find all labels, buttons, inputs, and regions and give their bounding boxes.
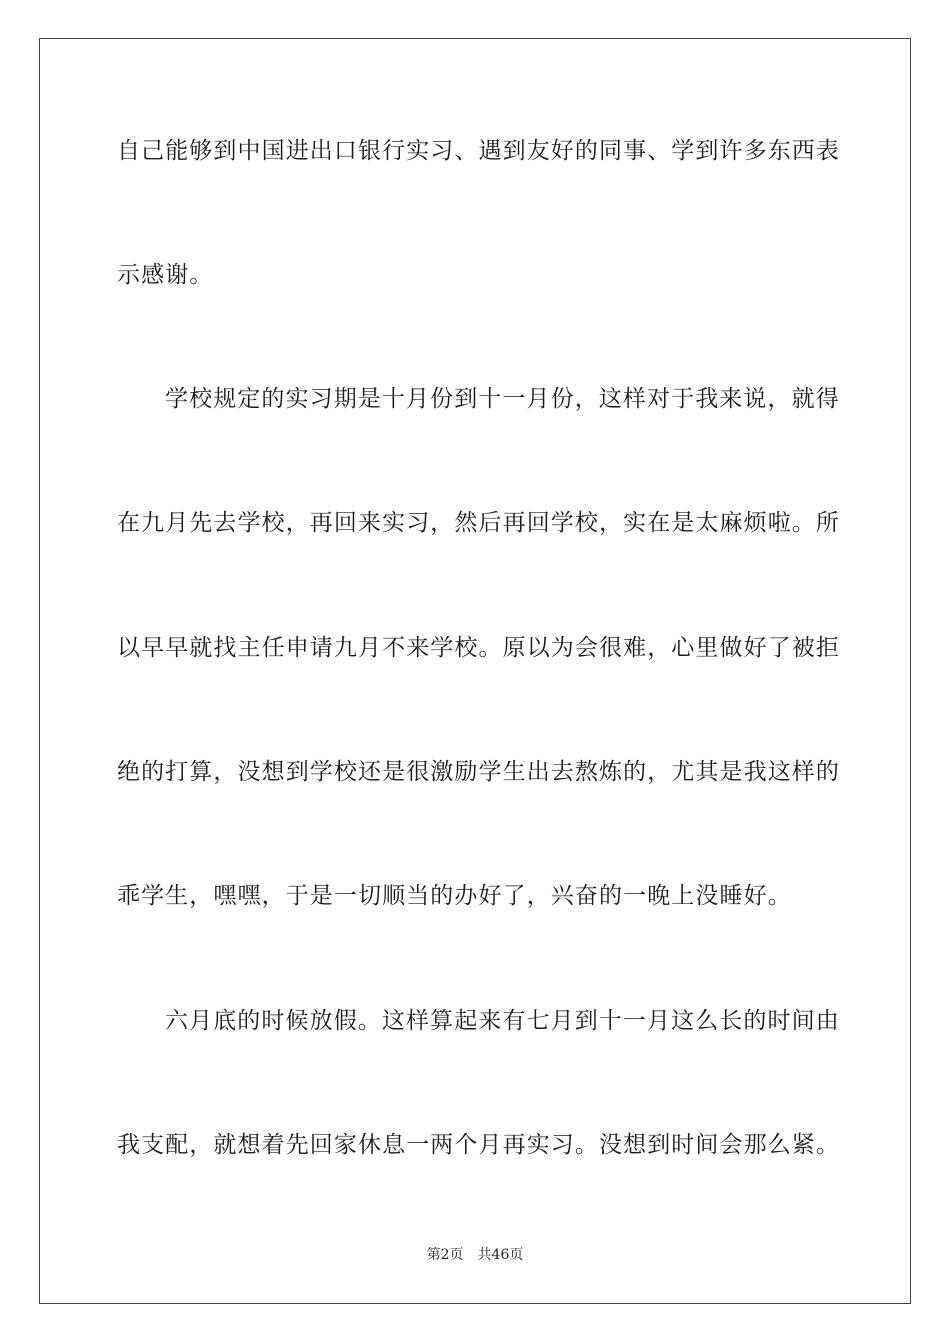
paragraph-start-line: 学校规定的实习期是十月份到十一月份，这样对于我来说，就得 [165,386,840,412]
page-total: 共46页 [477,1247,524,1263]
page-number: 第2页 [426,1247,464,1263]
page-border [39,38,911,1304]
paragraph-start-line: 六月底的时候放假。这样算起来有七月到十一月这么长的时间由 [165,1008,840,1034]
text-line: 示感谢。 [117,262,214,288]
text-line: 在九月先去学校，再回来实习，然后再回学校，实在是太麻烦啦。所 [117,510,840,536]
text-line: 绝的打算，没想到学校还是很激励学生出去熬炼的，尤其是我这样的 [117,759,840,785]
text-line: 自己能够到中国进出口银行实习、遇到友好的同事、学到许多东西表 [117,138,840,164]
text-line: 以早早就找主任申请九月不来学校。原以为会很难，心里做好了被拒 [117,635,840,661]
text-line: 我支配，就想着先回家休息一两个月再实习。没想到时间会那么紧。 [117,1132,840,1158]
page-footer [0,1246,950,1264]
text-line: 乖学生，嘿嘿，于是一切顺当的办好了，兴奋的一晚上没睡好。 [117,883,792,909]
